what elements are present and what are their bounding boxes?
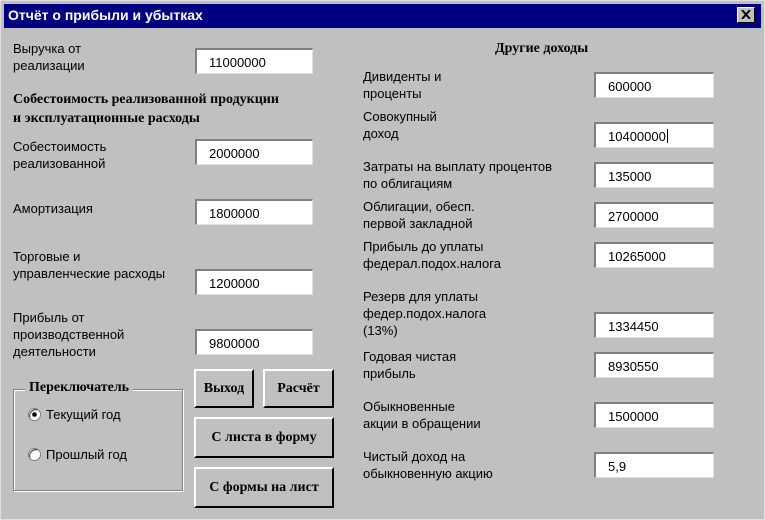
pretax-profit-field[interactable]: 10265000 <box>594 242 714 268</box>
cost-sold-field[interactable]: 2000000 <box>195 139 313 165</box>
depreciation-field[interactable]: 1800000 <box>195 199 313 225</box>
form-to-sheet-label: С формы на лист <box>209 480 319 495</box>
total-income-field[interactable] <box>594 122 714 148</box>
net-profit-field[interactable]: 8930550 <box>594 352 714 378</box>
radio-previous-year-label[interactable]: Прошлый год <box>46 447 128 462</box>
dividends-label: Дивиденты и проценты <box>363 69 442 101</box>
mortgage-bonds-label: Облигации, обесп. первой закладной <box>363 199 475 231</box>
year-switch-frame <box>13 389 183 491</box>
bond-interest-label: Затраты на выплату процентов по облигациям <box>363 159 553 191</box>
eps-label: Чистый доход на обыкновенную акцию <box>363 449 493 481</box>
exit-button-label: Выход <box>203 381 245 396</box>
window-title: Отчёт о прибыли и убытках <box>8 7 203 23</box>
close-button[interactable] <box>737 7 755 23</box>
other-income-header: Другие доходы <box>495 41 589 56</box>
title-bar[interactable] <box>4 4 761 28</box>
selling-admin-field[interactable]: 1200000 <box>195 269 313 295</box>
sheet-to-form-label: С листа в форму <box>211 430 317 445</box>
operating-profit-field[interactable]: 9800000 <box>195 329 313 355</box>
bond-interest-field[interactable]: 135000 <box>594 162 714 188</box>
selling-admin-label: Торговые и управленческие расходы <box>13 249 166 281</box>
radio-current-year-label[interactable]: Текущий год <box>46 407 121 422</box>
form-to-sheet-button[interactable] <box>194 467 334 508</box>
radio-previous-year[interactable] <box>28 448 41 461</box>
operating-profit-label: Прибыль от производственной деятельности <box>13 310 125 359</box>
dividends-field[interactable]: 600000 <box>594 72 714 98</box>
tax-reserve-field[interactable]: 1334450 <box>594 312 714 338</box>
eps-field[interactable]: 5,9 <box>594 452 714 478</box>
depreciation-label: Амортизация <box>13 201 93 216</box>
pretax-profit-label: Прибыль до уплаты федерал.подох.налога <box>363 239 501 271</box>
common-shares-label: Обыкновенные акции в обращении <box>363 399 481 431</box>
radio-current-year[interactable] <box>28 408 41 421</box>
cost-sold-label: Собестоимость реализованной <box>13 139 107 171</box>
text-caret <box>667 129 668 143</box>
common-shares-field[interactable]: 1500000 <box>594 402 714 428</box>
sheet-to-form-button[interactable] <box>194 417 334 458</box>
total-income-value: 10400000 <box>608 129 666 144</box>
exit-button[interactable] <box>194 369 254 408</box>
mortgage-bonds-field[interactable]: 2700000 <box>594 202 714 228</box>
net-profit-label: Годовая чистая прибыль <box>363 349 457 381</box>
radio-selected-dot <box>32 412 37 417</box>
revenue-label: Выручка от реализации <box>13 41 85 73</box>
revenue-field[interactable]: 11000000 <box>195 48 313 74</box>
total-income-label: Совокупный доход <box>363 109 437 141</box>
calc-button-label: Расчёт <box>277 381 320 396</box>
close-icon <box>741 10 751 19</box>
cost-section-header: Собестоимость реализованной продукции и эксплуатационные расходы <box>13 92 279 126</box>
year-switch-title: Переключатель <box>25 379 133 397</box>
calc-button[interactable] <box>263 369 334 408</box>
tax-reserve-label: Резерв для уплаты федер.подох.налога (13%) <box>363 289 487 338</box>
